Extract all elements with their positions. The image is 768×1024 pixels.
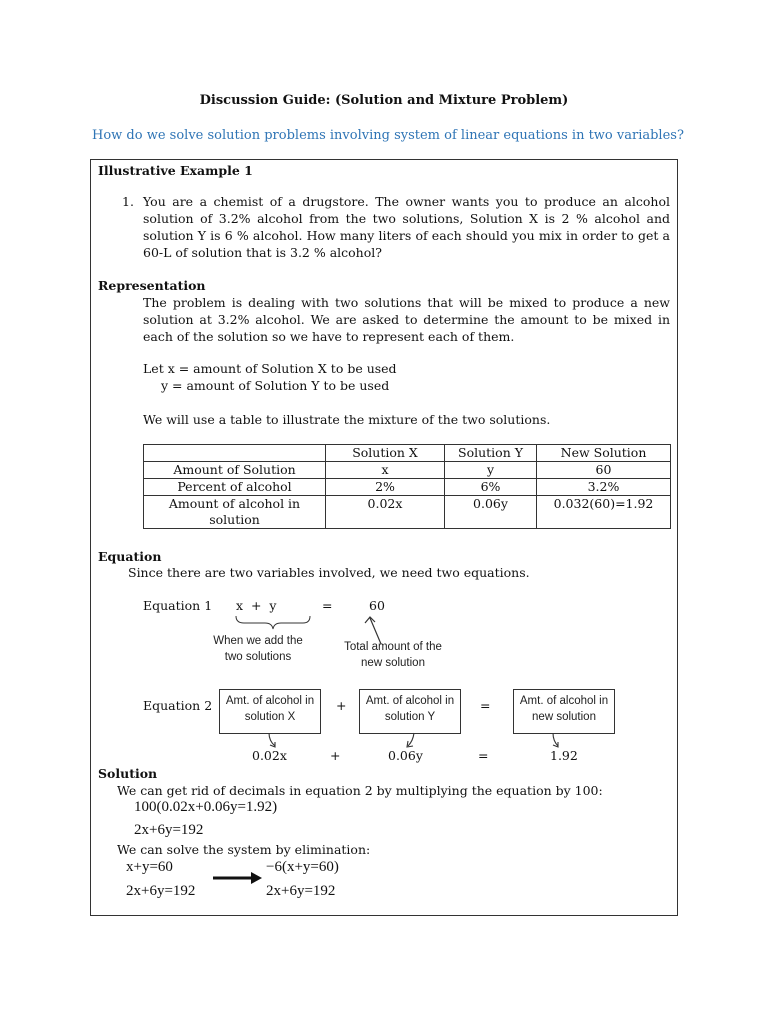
eq2-val-y: 0.06y: [388, 748, 423, 763]
table-row: [144, 479, 671, 496]
table-cell: 2%: [326, 479, 445, 496]
equation-intro: Since there are two variables involved, we need two equations.: [128, 565, 530, 580]
eq2-val-plus: +: [330, 748, 341, 763]
table-cell: Amount of Solution: [144, 462, 326, 479]
table-header-cell: Solution X: [326, 445, 445, 462]
table-row: [144, 496, 671, 529]
let-y: y = amount of Solution Y to be used: [161, 378, 390, 393]
system-left-1: x+y=60: [126, 859, 173, 875]
solution-heading: Solution: [98, 766, 158, 781]
problem-text: You are a chemist of a drugstore. The owner wants you to produce an alcohol solution of 3.2% alcohol from the two solutions, Solution X is 2 % alcohol and solution Y is 6 % alcohol. How many liters of each should you mix in order to get a 60-L of solution that is 3.2 % alcohol?: [143, 194, 670, 260]
system-right-2: 2x+6y=192: [266, 883, 336, 899]
solution-eq-b: 2x+6y=192: [134, 822, 204, 838]
table-cell: 0.06y: [445, 496, 537, 529]
table-cell: y: [445, 462, 537, 479]
arrow-down-icon: [408, 733, 414, 746]
representation-text: The problem is dealing with two solutions that will be mixed to produce a new solution at 3.2% alcohol. We are asked to determine the amount to be mixed in each of the solution so we have to represent each of them.: [143, 295, 670, 344]
eq2-equals: =: [480, 698, 491, 713]
table-cell: 0.032(60)=1.92: [537, 496, 671, 529]
system-left-2: 2x+6y=192: [126, 883, 196, 899]
solution-step1: We can get rid of decimals in equation 2 by multiplying the equation by 100:: [117, 783, 603, 798]
eq2-plus: +: [336, 698, 347, 713]
problem-number: 1.: [122, 194, 134, 209]
eq1-equals: =: [322, 598, 333, 613]
eq2-box-solution-x: Amt. of alcohol in solution X: [219, 689, 321, 734]
eq2-box-solution-y: Amt. of alcohol in solution Y: [359, 689, 461, 734]
let-x: Let x = amount of Solution X to be used: [143, 361, 397, 376]
eq2-val-x: 0.02x: [252, 748, 287, 763]
representation-heading: Representation: [98, 278, 206, 293]
table-cell: Amount of alcohol in solution: [144, 496, 326, 529]
eq2-val-equals: =: [478, 748, 489, 763]
table-row: [144, 462, 671, 479]
table-header-cell: New Solution: [537, 445, 671, 462]
system-right-1: −6(x+y=60): [266, 859, 339, 875]
eq2-label: Equation 2: [143, 698, 213, 713]
arrow-head-icon: [365, 617, 375, 623]
equation-heading: Equation: [98, 549, 162, 564]
eq1-note-left: When we add the two solutions: [213, 635, 303, 663]
table-cell: x: [326, 462, 445, 479]
eq2-val-total: 1.92: [550, 748, 578, 763]
solution-eq-a: 100(0.02x+0.06y=1.92): [134, 799, 278, 815]
example-heading: Illustrative Example 1: [98, 163, 253, 178]
table-cell: 6%: [445, 479, 537, 496]
right-arrow-icon: [211, 870, 263, 886]
arrow-down-icon: [269, 733, 275, 746]
table-cell: 0.02x: [326, 496, 445, 529]
solution-step2: We can solve the system by elimination:: [117, 842, 371, 857]
table-cell: Percent of alcohol: [144, 479, 326, 496]
table-cell: 3.2%: [537, 479, 671, 496]
eq2-box-new-solution: Amt. of alcohol in new solution: [513, 689, 615, 734]
brace-icon: [236, 616, 310, 629]
mixture-table: [143, 444, 671, 529]
table-cell: 60: [537, 462, 671, 479]
page-title: Discussion Guide: (Solution and Mixture Problem): [199, 93, 569, 108]
eq1-note-right: Total amount of the new solution: [344, 641, 442, 669]
eq1-label: Equation 1: [143, 598, 213, 613]
guiding-question: How do we solve solution problems involving system of linear equations in two variables?: [92, 128, 684, 143]
arrow-down-icon: [553, 733, 558, 746]
eq1-rhs: 60: [369, 598, 385, 613]
table-header-cell: [144, 445, 326, 462]
table-intro: We will use a table to illustrate the mixture of the two solutions.: [143, 412, 551, 427]
table-header-cell: Solution Y: [445, 445, 537, 462]
table-header-row: [144, 445, 671, 462]
eq1-lhs: x + y: [236, 598, 277, 613]
